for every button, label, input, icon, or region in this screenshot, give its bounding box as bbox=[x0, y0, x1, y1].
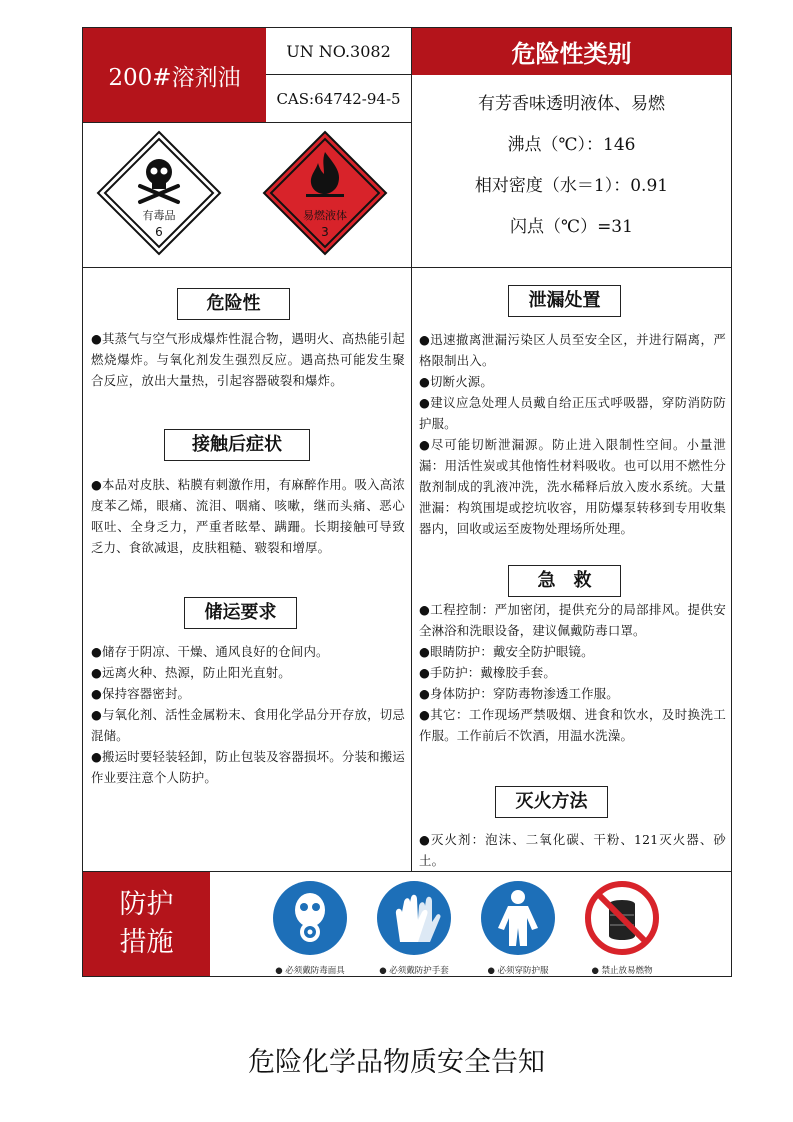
leak-section-text bbox=[419, 329, 726, 539]
storage-section-title: 储运要求 bbox=[184, 597, 297, 629]
protective-suit-icon bbox=[470, 880, 566, 956]
property-appearance: 有芳香味透明液体、易燃 bbox=[478, 94, 665, 114]
physical-properties bbox=[412, 84, 731, 264]
gas-mask-icon bbox=[262, 880, 358, 956]
pictogram-class-number: 6 bbox=[155, 225, 163, 239]
paragraph: ●储存于阴凉、干燥、通风良好的仓间内。 bbox=[91, 644, 329, 659]
property-boiling-point: 沸点（℃）：146 bbox=[507, 135, 636, 155]
hazard-section-text bbox=[91, 328, 405, 391]
paragraph: ●建议应急处理人员戴自给正压式呼吸器，穿防消防防护服。 bbox=[419, 395, 726, 431]
mandatory-sign-gloves bbox=[366, 880, 462, 976]
property-flash-point: 闪点（℃）=31 bbox=[510, 217, 633, 237]
first-aid-section-title: 急 救 bbox=[508, 565, 621, 597]
hazard-section-title: 危险性 bbox=[177, 288, 290, 320]
paragraph: ●搬运时要轻装轻卸，防止包装及容器损坏。分装和搬运作业要注意个人防护。 bbox=[91, 749, 405, 785]
firefighting-section-text bbox=[419, 829, 726, 871]
paragraph: ●眼睛防护：戴安全防护眼镜。 bbox=[419, 644, 594, 659]
no-flammables-icon bbox=[574, 880, 670, 956]
product-name: 200#溶剂油 bbox=[83, 28, 266, 122]
gloves-icon bbox=[366, 880, 462, 956]
protection-label-line: 防护 bbox=[119, 889, 174, 920]
flammable-liquid-pictogram bbox=[262, 130, 388, 256]
sign-caption: ● 必须穿防护服 bbox=[487, 966, 549, 976]
toxic-pictogram bbox=[96, 130, 222, 256]
storage-section-text bbox=[91, 641, 405, 788]
paragraph: ●其蒸气与空气形成爆炸性混合物，遇明火、高热能引起燃烧爆炸。与氧化剂发生强烈反应。遇高热可能发生聚合反应，放出大量热，引起容器破裂和爆炸。 bbox=[91, 331, 405, 388]
paragraph: ●尽可能切断泄漏源。防止进入限制性空间。小量泄漏：用活性炭或其他惰性材料吸收。也可以用不燃性分散剂制成的乳液冲洗，洗水稀释后放入废水系统。大量泄漏：构筑围堤或挖坑收容，用防爆泵转移到专用收集器内，回收或运至废物处理场所处理。 bbox=[419, 437, 726, 536]
paragraph: ●保持容器密封。 bbox=[91, 686, 191, 701]
paragraph: ●灭火剂：泡沫、二氧化碳、干粉、121灭火器、砂土。 bbox=[419, 832, 726, 868]
paragraph: ●其它：工作现场严禁吸烟、进食和饮水，及时换洗工作服。工作前后不饮酒，用温水洗澡。 bbox=[419, 707, 726, 743]
paragraph: ●手防护：戴橡胶手套。 bbox=[419, 665, 556, 680]
protection-label-line: 措施 bbox=[119, 927, 174, 958]
mandatory-sign-gas-mask bbox=[262, 880, 358, 976]
paragraph: ●远离火种、热源，防止阳光直射。 bbox=[91, 665, 291, 680]
sign-caption: ● 禁止放易燃物 bbox=[591, 966, 653, 976]
header-bottom-line bbox=[83, 122, 411, 123]
pictogram-label: 易燃液体 bbox=[303, 209, 347, 222]
cas-number: CAS:64742-94-5 bbox=[276, 89, 401, 108]
mandatory-sign-protective-suit bbox=[470, 880, 566, 976]
symptoms-section-title: 接触后症状 bbox=[164, 429, 310, 461]
firefighting-section-title: 灭火方法 bbox=[495, 786, 608, 818]
paragraph: ●与氧化剂、活性金属粉末、食用化学品分开存放，切忌混储。 bbox=[91, 707, 405, 743]
top-block-bottom-line bbox=[83, 267, 731, 268]
symptoms-section-text bbox=[91, 474, 405, 558]
pictogram-label: 有毒品 bbox=[142, 209, 176, 222]
property-relative-density: 相对密度（水＝1）：0.91 bbox=[474, 176, 669, 196]
first-aid-section-text bbox=[419, 599, 726, 746]
paragraph: ●本品对皮肤、粘膜有刺激作用，有麻醉作用。吸入高浓度苯乙烯，眼痛、流泪、咽痛、咳嗽，继而头痛、恶心呕吐、全身乏力，严重者眩晕、蹒跚。长期接触可导致乏力、食欲减退，皮肤粗糙、皲裂和增厚。 bbox=[91, 477, 405, 555]
prohibition-sign-flammables bbox=[574, 880, 670, 976]
sign-caption: ● 必须戴防护手套 bbox=[379, 966, 449, 976]
pictogram-class-number: 3 bbox=[321, 225, 329, 239]
paragraph: ●工程控制：严加密闭，提供充分的局部排风。提供安全淋浴和洗眼设备，建议佩戴防毒口罩。 bbox=[419, 602, 726, 638]
paragraph: ●身体防护：穿防毒物渗透工作服。 bbox=[419, 686, 619, 701]
sign-caption: ● 必须戴防毒面具 bbox=[275, 966, 345, 976]
paragraph: ●迅速撤离泄漏污染区人员至安全区，并进行隔离，严格限制出入。 bbox=[419, 332, 726, 368]
page-title: 危险化学品物质安全告知 bbox=[248, 1047, 545, 1078]
leak-section-title: 泄漏处置 bbox=[508, 285, 621, 317]
protection-measures-label bbox=[83, 872, 210, 976]
hazard-category-title: 危险性类别 bbox=[412, 28, 731, 75]
un-number: UN NO.3082 bbox=[286, 42, 391, 61]
paragraph: ●切断火源。 bbox=[419, 374, 493, 389]
